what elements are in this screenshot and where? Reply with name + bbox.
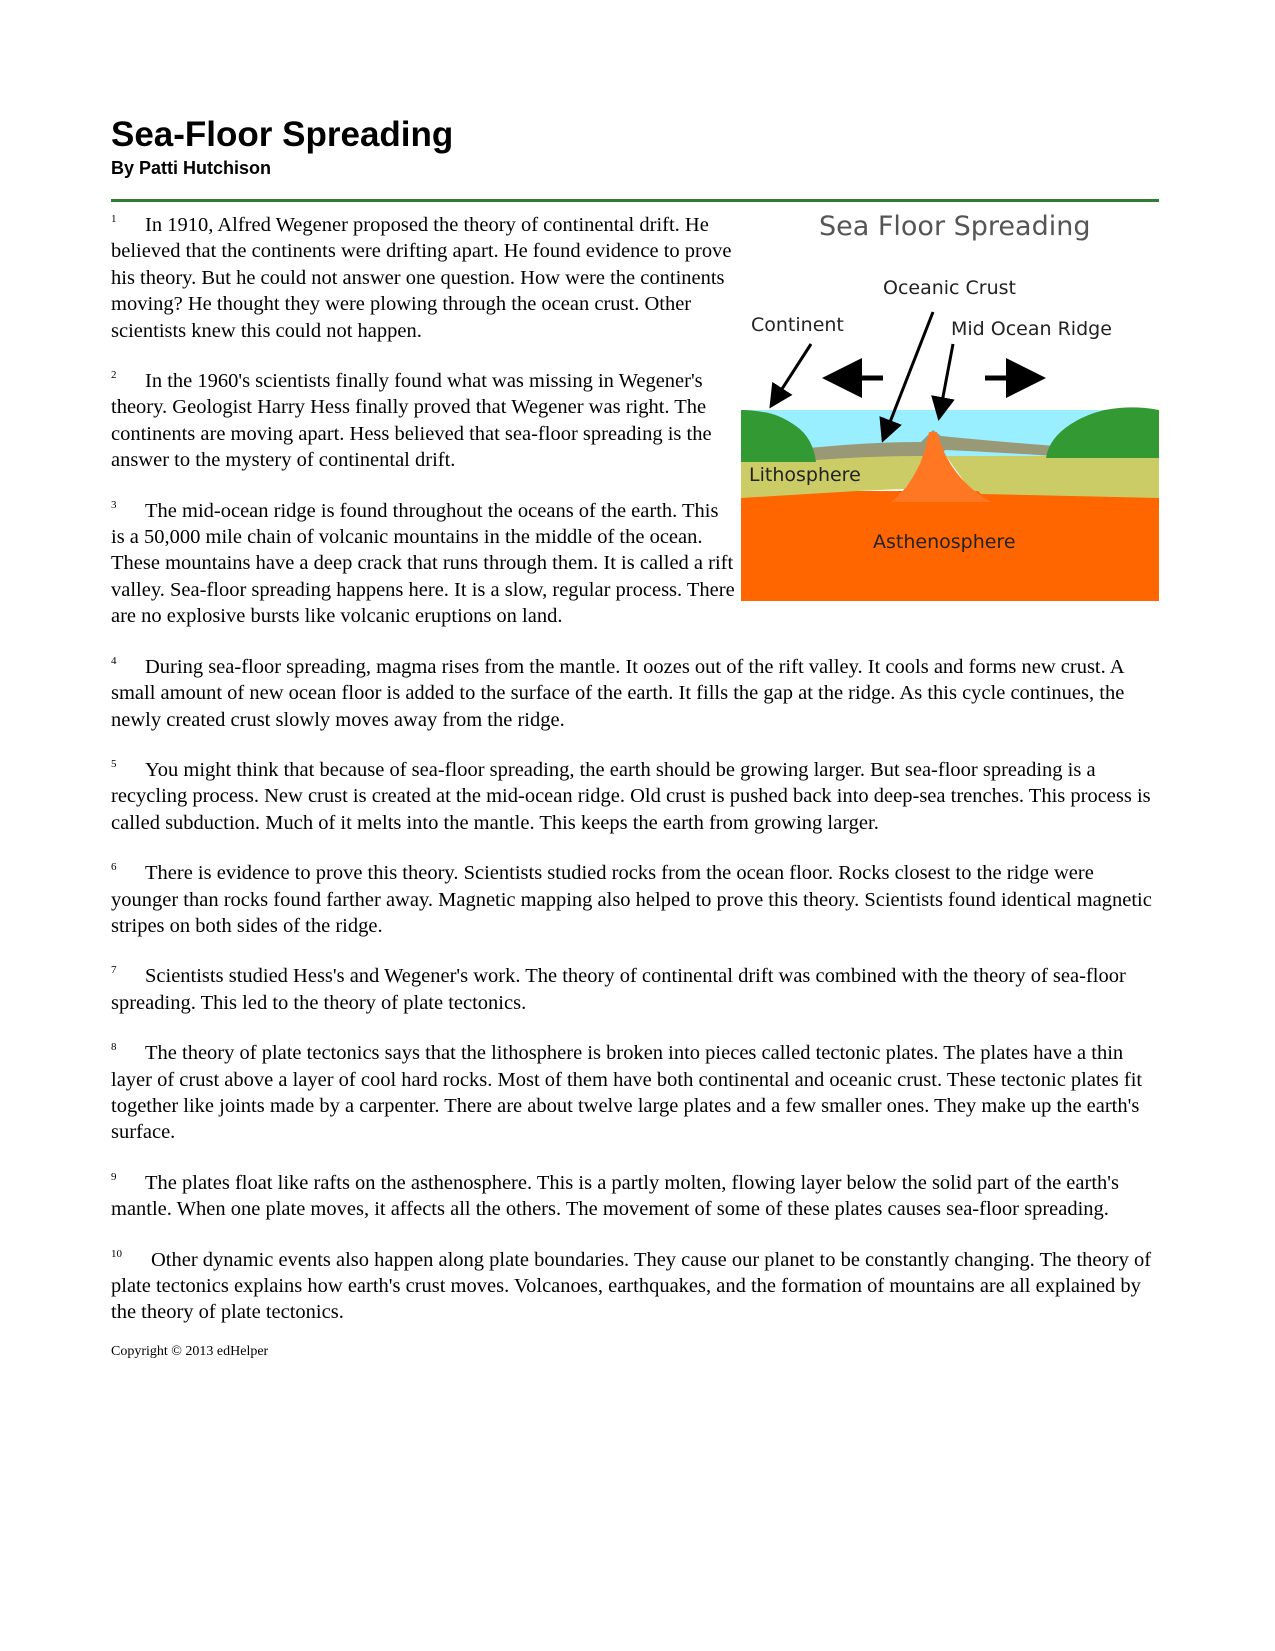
article-body — [111, 206, 1159, 1326]
lithosphere-right-fill — [951, 460, 1159, 498]
label-lithosphere: Lithosphere — [749, 464, 861, 486]
paragraph-text: During sea-floor spreading, magma rises from the mantle. It oozes out of the rift valley. It cools and forms new crust. A small amount of new ocean floor is added to the surface of the earth. It fills the gap at the ridge. As this cycle continues, the newly created crust slowly moves away from the ridge. — [111, 655, 1125, 731]
diagram-title: Sea Floor Spreading — [819, 211, 1091, 242]
paragraph-9 — [111, 1164, 1159, 1223]
paragraph-text: Other dynamic events also happen along plate boundaries. They cause our planet to be constantly changing. The theory of plate tectonics explains how earth's crust moves. Volcanoes, earthquakes, and the formation of mountains are all explained by the theory of plate tectonics. — [111, 1248, 1152, 1324]
paragraph-7 — [111, 957, 1159, 1016]
paragraph-number: 2 — [111, 369, 117, 382]
paragraph-number: 6 — [111, 861, 117, 874]
paragraph-number: 10 — [111, 1247, 122, 1260]
paragraph-number: 5 — [111, 757, 117, 770]
paragraph-text: Scientists studied Hess's and Wegener's work. The theory of continental drift was combined with the theory of sea-floor spreading. This led to the theory of plate tectonics. — [111, 965, 1126, 1014]
paragraph-5 — [111, 751, 1159, 836]
header-divider — [111, 199, 1159, 202]
paragraph-number: 8 — [111, 1041, 117, 1054]
copyright-notice: Copyright © 2013 edHelper — [111, 1343, 269, 1359]
paragraph-text: The plates float like rafts on the asthenosphere. This is a partly molten, flowing layer below the solid part of the earth's mantle. When one plate moves, it affects all the others. The movement of some of these plates causes sea-floor spreading. — [111, 1171, 1119, 1221]
paragraph-text: In 1910, Alfred Wegener proposed the theory of continental drift. He believed that the continents were drifting apart. He found evidence to prove his theory. But he could not answer one question. How were the continents moving? He thought they were plowing through the ocean crust. Other scientists knew this could not happen. — [111, 214, 732, 342]
paragraph-number: 1 — [111, 213, 117, 225]
diagram-svg — [741, 206, 1159, 601]
label-continent: Continent — [751, 314, 844, 336]
paragraph-6 — [111, 854, 1159, 939]
page-title: Sea-Floor Spreading — [111, 115, 454, 154]
paragraph-number: 4 — [111, 654, 117, 667]
paragraph-number: 7 — [111, 964, 117, 977]
paragraph-8 — [111, 1034, 1159, 1146]
paragraph-text: The theory of plate tectonics says that the lithosphere is broken into pieces called tectonic plates. The plates have a thin layer of crust above a layer of cool hard rocks. Most of them have both continental and oceanic crust. These tectonic plates fit together like joints made by a carpenter. There are about twelve large plates and a few smaller ones. They make up the earth's surface. — [111, 1042, 1143, 1144]
author-byline: By Patti Hutchison — [111, 158, 272, 178]
label-mid-ocean-ridge: Mid Ocean Ridge — [951, 318, 1112, 340]
document-page — [111, 115, 1159, 1360]
label-asthenosphere: Asthenosphere — [873, 531, 1016, 553]
paragraph-text: In the 1960's scientists finally found what was missing in Wegener's theory. Geologist Harry Hess finally proved that Wegener was right. The continents are moving apart. Hess believed that sea-floor spreading is the answer to the mystery of continental drift. — [111, 370, 712, 472]
paragraph-text: There is evidence to prove this theory. Scientists studied rocks from the ocean floor. Rocks closest to the ridge were younger than rocks found farther away. Magnetic mapping also helped to prove this theory. Scientists found identical magnetic stripes on both sides of the ridge. — [111, 862, 1152, 937]
paragraph-number: 9 — [111, 1170, 117, 1183]
paragraph-number: 3 — [111, 498, 117, 511]
label-oceanic-crust: Oceanic Crust — [883, 277, 1017, 299]
paragraph-text: The mid-ocean ridge is found throughout the oceans of the earth. This is a 50,000 mile chain of volcanic mountains in the middle of the ocean. These mountains have a deep crack that runs through them. It is called a rift valley. Sea-floor spreading happens here. It is a slow, regular process. There are no explosive bursts like volcanic eruptions on land. — [111, 499, 735, 628]
paragraph-text: You might think that because of sea-floor spreading, the earth should be growing larger. But sea-floor spreading is a recycling process. New crust is created at the mid-ocean ridge. Old crust is pushed back into deep-sea trenches. This process is called subduction. Much of it melts into the mantle. This keeps the earth from growing larger. — [111, 758, 1151, 834]
paragraph-10 — [111, 1241, 1159, 1326]
paragraph-4 — [111, 648, 1159, 733]
sea-floor-spreading-diagram — [741, 206, 1159, 601]
